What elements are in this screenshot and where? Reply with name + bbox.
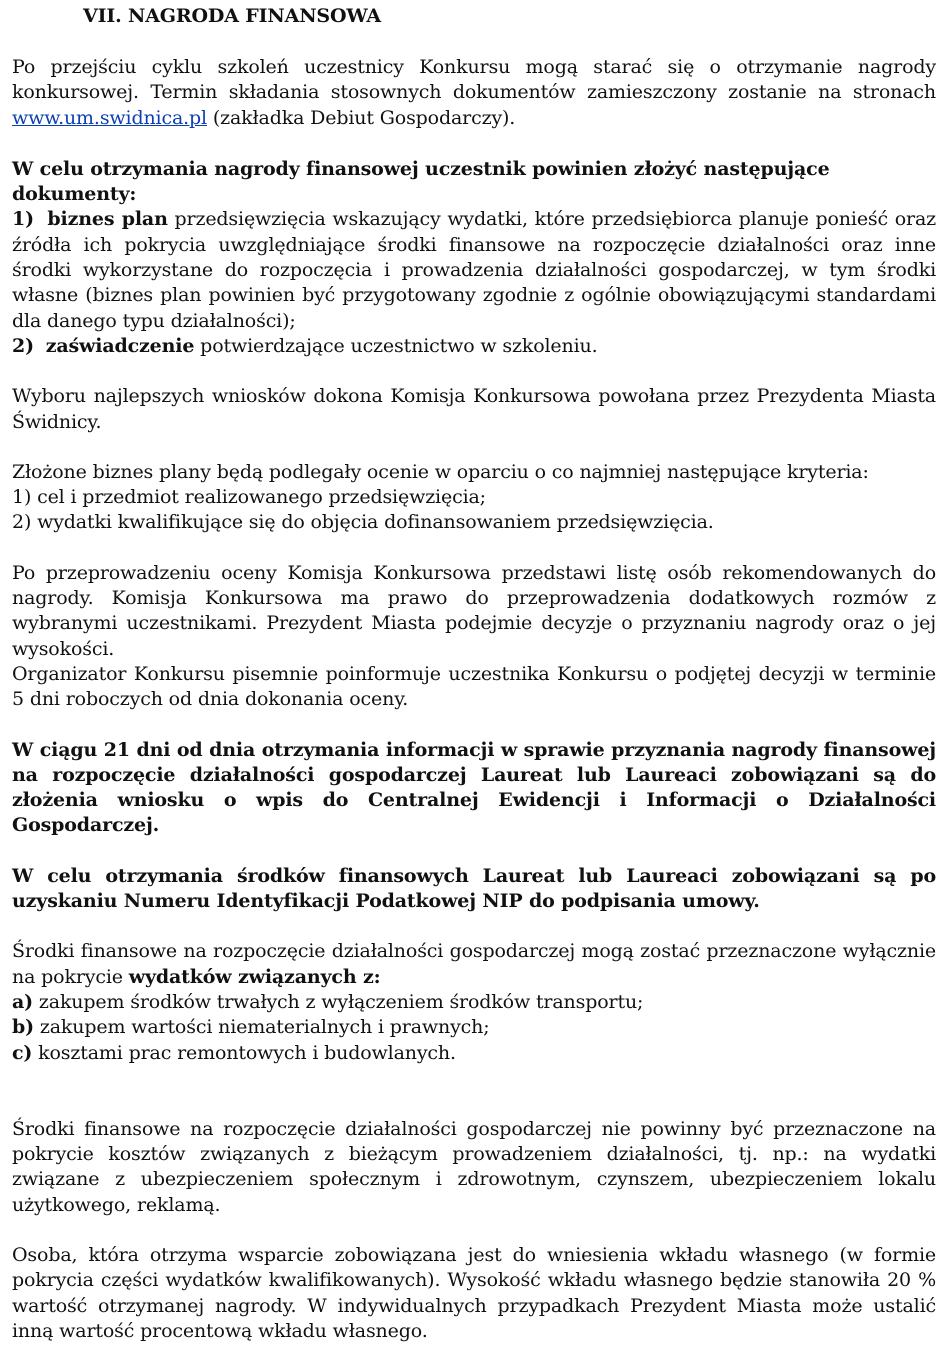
intro-text: Po przejściu cyklu szkoleń uczestnicy Konkursu mogą starać się o otrzymanie nagrody konkursowej. Termin składania stosownych dokumentów zamieszczony zostanie na stronach: [12, 56, 936, 104]
commission-paragraph: Wyboru najlepszych wniosków dokona Komisja Konkursowa powołana przez Prezydenta Miasta Świdnicy.: [12, 385, 936, 433]
criteria-intro: Złożone biznes plany będą podlegały ocenie w oparciu o co najmniej następujące kryteria:: [12, 460, 869, 483]
evaluation-paragraph: Po przeprowadzeniu oceny Komisja Konkursowa przedstawi listę osób rekomendowanych do nagrody. Komisja Konkursowa ma prawo do przeprowadzenia dodatkowych rozmów z wybranymi uczestnikami. Prezydent Miasta podejmie decyzje o przyznaniu nagrody oraz o jej wysokości.: [12, 561, 936, 660]
item-term: zaświadczenie: [45, 334, 195, 357]
document-item-certificate: [12, 334, 936, 359]
item-text: przedsięwzięcia wskazujący wydatki, które przedsiębiorca planuje ponieść oraz źródła ich pokrycia uwzględniające środki finansowe na rozpoczęcie działalności oraz inne środki wykorzystane do rozpoczęcia i prowadzenia działalności gospodarczej, w tym środki własne (biznes plan powinien być przygotowany zgodnie z ogólnie obowiązującymi standardami dla danego typu działalności);: [12, 208, 937, 332]
expense-text: kosztami prac remontowych i budowlanych.: [32, 1041, 456, 1064]
allowed-expenses-text: Środki finansowe na rozpoczęcie działalności gospodarczej mogą zostać przeznaczone wyłącznie na pokrycie: [12, 940, 936, 988]
document-item-business-plan: [12, 207, 936, 333]
item-number: 1): [12, 208, 34, 231]
expense-text: zakupem środków trwałych z wyłączeniem środków transportu;: [33, 990, 644, 1013]
allowed-expenses-bold: wydatków związanych z:: [128, 965, 381, 988]
criteria-item: 2) wydatki kwalifikujące się do objęcia dofinansowaniem przedsięwzięcia.: [12, 511, 714, 534]
document-page: [12, 0, 936, 1344]
item-number: 2): [12, 334, 34, 357]
intro-text-end: (zakładka Debiut Gospodarczy).: [206, 106, 516, 129]
item-text: potwierdzające uczestnictwo w szkoleniu.: [194, 334, 598, 357]
expense-letter: a): [12, 990, 34, 1013]
ceidg-notice: W ciągu 21 dni od dnia otrzymania informacji w sprawie przyznania nagrody finansowej na rozpoczęcie działalności gospodarczej Laureat lub Laureaci zobowiązani są do złożenia wniosku o wpis do Centralnej Ewidencji i Informacji o Działalności Gospodarczej.: [12, 738, 936, 837]
documents-heading: W celu otrzymania nagrody finansowej uczestnik powinien złożyć następujące dokumenty:: [12, 157, 830, 206]
excluded-expenses-paragraph: Środki finansowe na rozpoczęcie działalności gospodarczej nie powinny być przeznaczone na pokrycie kosztów związanych z bieżącym prowadzeniem działalności, tj. np.: na wydatki związane z ubezpieczeniem społecznym i zdrowotnym, czynszem, ubezpieczeniem lokalu użytkowego, reklamą.: [12, 1117, 936, 1216]
allowed-expenses-intro: [12, 939, 936, 990]
website-link[interactable]: www.um.swidnica.pl: [12, 106, 207, 129]
own-contribution-paragraph: Osoba, która otrzyma wsparcie zobowiązana jest do wniesienia wkładu własnego (w formie pokrycia części wydatków kwalifikowanych). Wysokość wkładu własnego będzie stanowiła 20 % wartość otrzymanej nagrody. W indywidualnych przypadkach Prezydent Miasta może ustalić inną wartość procentową wkładu własnego.: [12, 1243, 936, 1342]
notification-paragraph: Organizator Konkursu pisemnie poinformuje uczestnika Konkursu o podjętej decyzji w terminie 5 dni roboczych od dnia dokonania oceny.: [12, 662, 936, 711]
criteria-item: 1) cel i przedmiot realizowanego przedsięwzięcia;: [12, 486, 486, 509]
nip-notice: W celu otrzymania środków finansowych Laureat lub Laureaci zobowiązani są po uzyskaniu Numeru Identyfikacji Podatkowej NIP do podpisania umowy.: [12, 864, 936, 913]
expense-item: [12, 1041, 936, 1066]
expense-item: [12, 1015, 936, 1040]
expense-item: [12, 990, 936, 1015]
expense-letter: c): [12, 1041, 33, 1064]
intro-paragraph: [12, 55, 936, 131]
expense-text: zakupem wartości niematerialnych i prawnych;: [33, 1016, 490, 1039]
item-term: biznes plan: [47, 208, 168, 231]
expense-letter: b): [12, 1016, 34, 1039]
section-heading: VII. NAGRODA FINANSOWA: [83, 5, 381, 27]
